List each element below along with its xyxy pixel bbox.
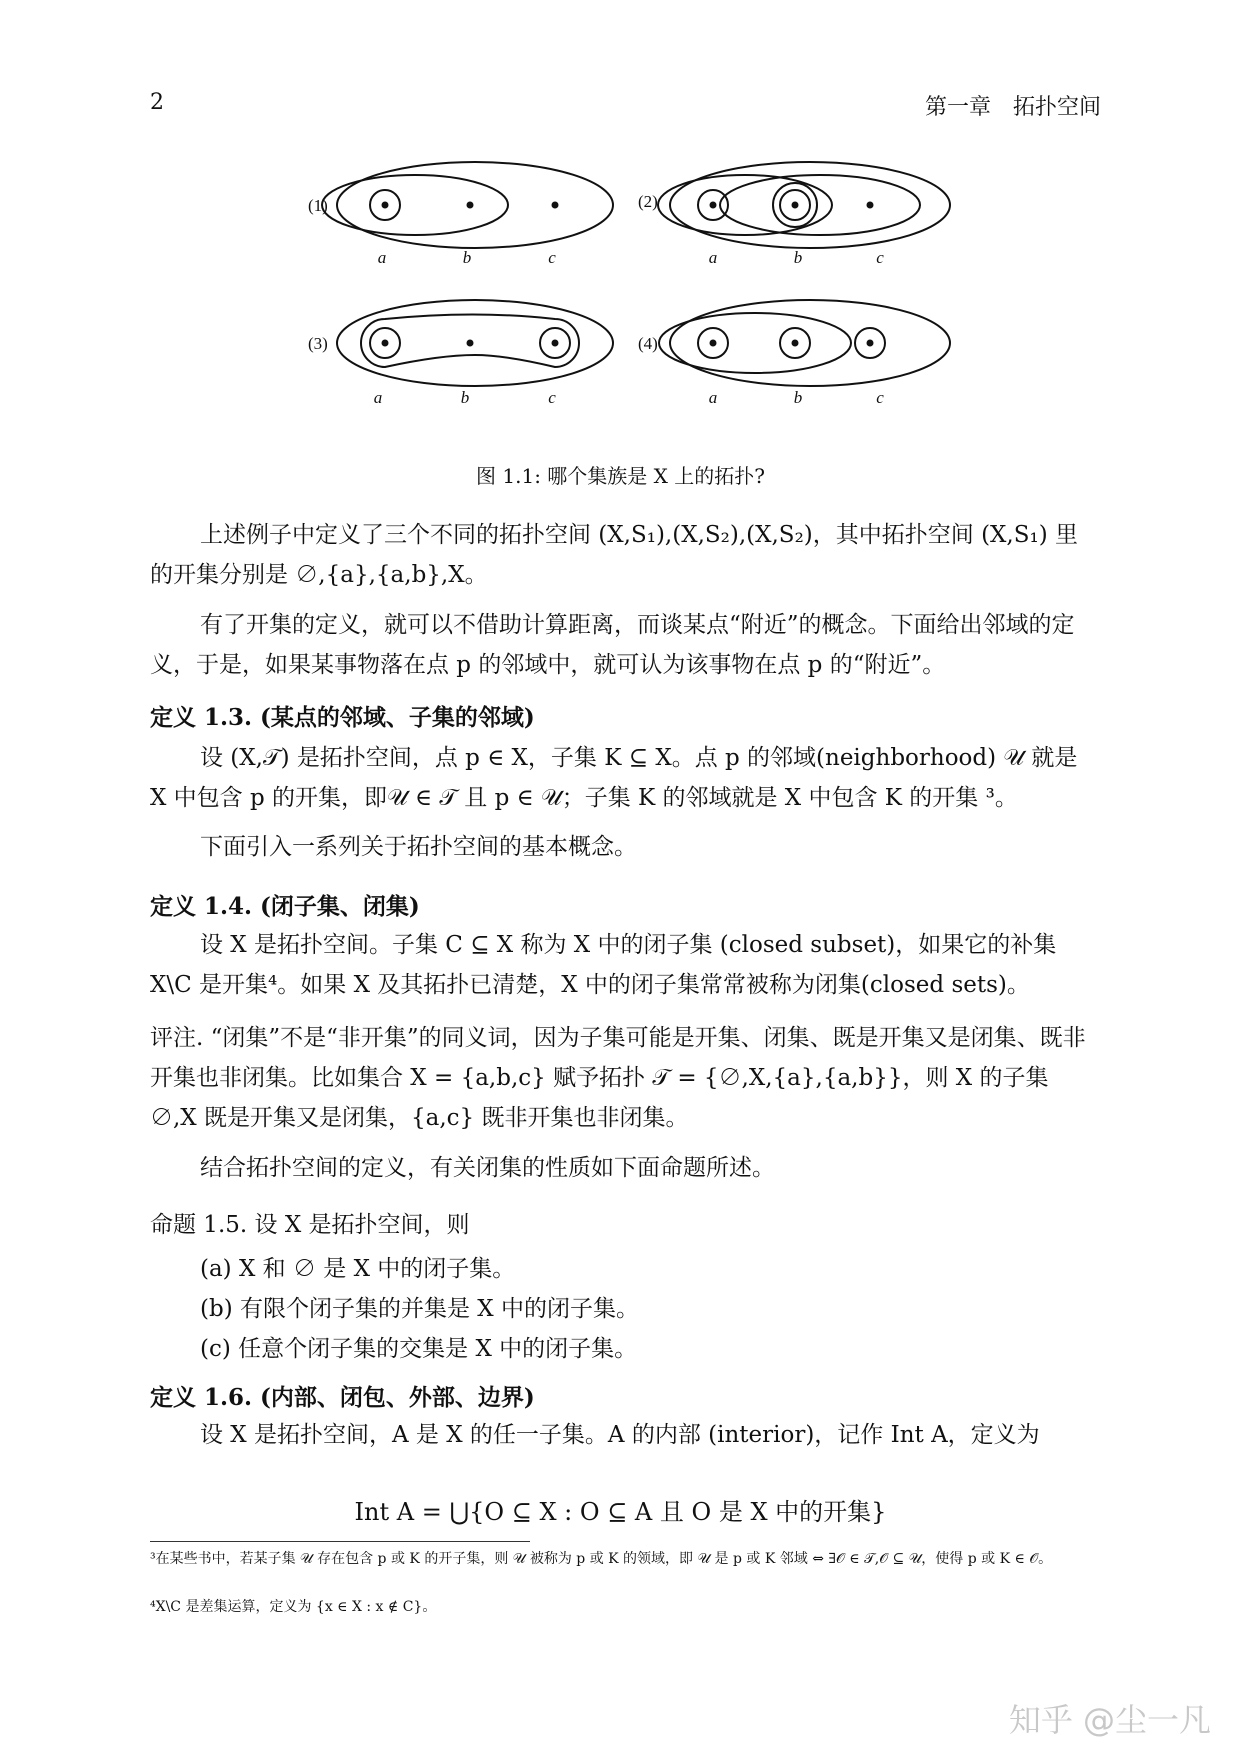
- proposition-item-a: (a) X 和 ∅ 是 X 中的闭子集。: [200, 1256, 516, 1282]
- footnote-rule: [150, 1541, 530, 1542]
- point-label-c: c: [548, 388, 556, 407]
- point-label-b: b: [462, 248, 472, 267]
- point-label-a: a: [373, 388, 383, 407]
- proposition-item-b: (b) 有限个闭子集的并集是 X 中的闭子集。: [200, 1296, 639, 1322]
- point-label-b: b: [793, 248, 803, 267]
- footnote-3: ³在某些书中，若某子集 𝒰 存在包含 p 或 K 的开子集，则 𝒰 被称为 p 或 K 的领域，即 𝒰 是 p 或 K 邻域 ⇔ ∃𝒪 ∈ 𝒯,𝒪 ⊆ 𝒰，使得 p 或 K ∈ 𝒪。: [150, 1551, 1053, 1567]
- proposition-item-c: (c) 任意个闭子集的交集是 X 中的闭子集。: [200, 1336, 638, 1362]
- definition-1-3-text: 设 (X,𝒯) 是拓扑空间，点 p ∈ X，子集 K ⊆ X。点 p 的邻域(neighborhood) 𝒰 就是 X 中包含 p 的开集，即𝒰 ∈ 𝒯 且 p ∈ 𝒰；子集 K 的邻域就是 X 中包含 K 的开集 ³。: [150, 745, 1078, 811]
- interior-formula: Int A = ⋃{O ⊆ X : O ⊆ A 且 O 是 X 中的开集}: [354, 1498, 887, 1526]
- point-label-c: c: [548, 248, 556, 267]
- point-label-a: a: [377, 248, 387, 267]
- definition-1-6-title: 定义 1.6. (内部、闭包、外部、边界): [150, 1384, 535, 1411]
- point-label-c: c: [876, 388, 884, 407]
- figure-caption: 图 1.1: 哪个集族是 X 上的拓扑?: [476, 464, 765, 488]
- point-label-b: b: [460, 388, 470, 407]
- figure-label-1: (1): [308, 196, 328, 215]
- paragraph-3: 下面引入一系列关于拓扑空间的基本概念。: [200, 834, 637, 860]
- paragraph-1: 上述例子中定义了三个不同的拓扑空间 (X,S₁),(X,S₂),(X,S₂)，其中拓扑空间 (X,S₁) 里的开集分别是 ∅,{a},{a,b},X。: [150, 522, 1078, 588]
- watermark: 知乎 @尘一凡: [1008, 1701, 1211, 1739]
- definition-1-4-text: 设 X 是拓扑空间。子集 C ⊆ X 称为 X 中的闭子集 (closed subset)，如果它的补集 X\C 是开集⁴。如果 X 及其拓扑已清楚，X 中的闭子集常常被称为闭集(closed sets)。: [150, 932, 1057, 998]
- figure-label-2: (2): [638, 192, 658, 211]
- definition-1-3-title: 定义 1.3. (某点的邻域、子集的邻域): [150, 704, 535, 731]
- figure-label-4: (4): [638, 334, 658, 353]
- definition-1-4-title: 定义 1.4. (闭子集、闭集): [150, 893, 420, 920]
- figure-label-3: (3): [308, 334, 328, 353]
- point-label-a: a: [708, 388, 718, 407]
- footnote-4: ⁴X\C 是差集运算，定义为 {x ∈ X : x ∉ C}。: [150, 1599, 437, 1615]
- definition-1-6-text: 设 X 是拓扑空间，A 是 X 的任一子集。A 的内部 (interior)，记作 Int A，定义为: [200, 1422, 1040, 1448]
- chapter-title: 第一章 拓扑空间: [924, 95, 1101, 120]
- paragraph-4: 结合拓扑空间的定义，有关闭集的性质如下面命题所述。: [200, 1155, 775, 1181]
- proposition-1-5: 命题 1.5. 设 X 是拓扑空间，则: [150, 1212, 470, 1238]
- point-label-c: c: [876, 248, 884, 267]
- page-number: 2: [150, 90, 164, 115]
- point-label-a: a: [708, 248, 718, 267]
- topology-figure: [290, 150, 970, 430]
- paragraph-2: 有了开集的定义，就可以不借助计算距离，而谈某点“附近”的概念。下面给出邻域的定义，于是，如果某事物落在点 p 的邻域中，就可认为该事物在点 p 的“附近”。: [150, 612, 1075, 678]
- remark: 评注. “闭集”不是“非开集”的同义词，因为子集可能是开集、闭集、既是开集又是闭集、既非开集也非闭集。比如集合 X = {a,b,c} 赋予拓扑 𝒯 = {∅,X,{a},{a,b}}，则 X 的子集 ∅,X 既是开集又是闭集，{a,c} 既非开集也非闭集。: [150, 1025, 1086, 1131]
- point-label-b: b: [793, 388, 803, 407]
